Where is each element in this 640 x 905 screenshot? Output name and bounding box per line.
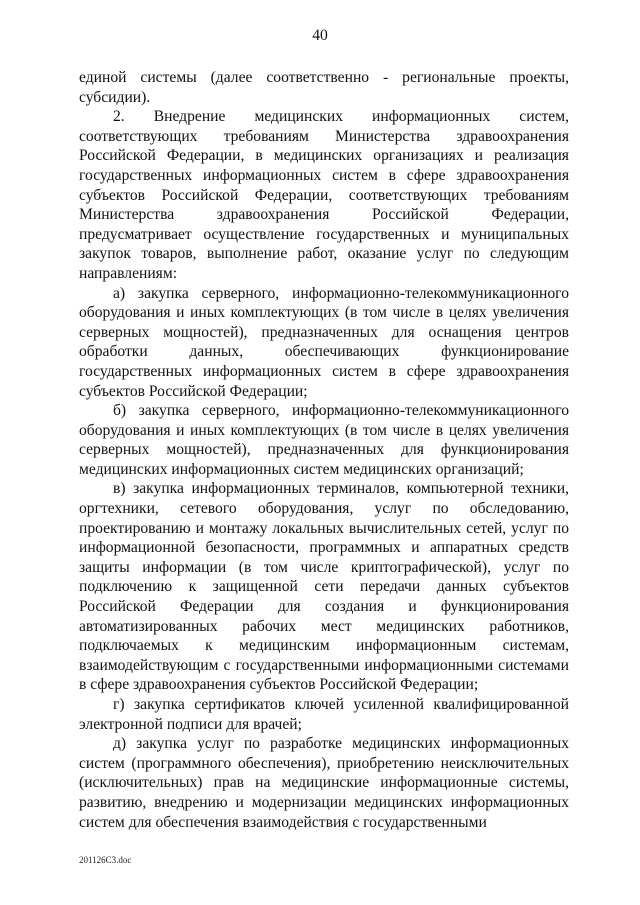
paragraph-item-2: 2. Внедрение медицинских информационных систем, соответствующих требованиям Министерства здравоохранения Российской Федерации, в медицинских организациях и реализация государственных информационных систем в сфере здравоохранения субъектов Российской Федерации, соответствующих требованиям Министерства здравоохранения Российской Федерации, предусматривает осуществление государственных и муниципальных закупок товаров, выполнение работ, оказание услуг по следующим направлениям:: [79, 108, 569, 282]
paragraph-subitem-g: г) закупка сертификатов ключей усиленной квалифицированной электронной подписи для врачей;: [79, 696, 569, 733]
paragraph-subitem-b: б) закупка серверного, информационно-телекоммуникационного оборудования и иных комплектующих (в том числе в целях увеличения серверных мощностей), предназначенных для функционирования медицинских информационных систем медицинских организаций;: [79, 402, 569, 478]
paragraph-subitem-d: д) закупка услуг по разработке медицинских информационных систем (программного обеспечения), приобретению неисключительных (исключительных) прав на медицинские информационные системы, развитию, внедрению и модернизации медицинских информационных систем для обеспечения взаимодействия с государственными: [79, 735, 569, 831]
paragraph-subitem-a: а) закупка серверного, информационно-телекоммуникационного оборудования и иных комплектующих (в том числе в целях увеличения серверных мощностей), предназначенных для оснащения центров обработки данных, обеспечивающих функционирование государственных информационных систем в сфере здравоохранения субъектов Российской Федерации;: [79, 284, 569, 400]
paragraph-subitem-v: в) закупка информационных терминалов, компьютерной техники, оргтехники, сетевого оборудования, услуг по обследованию, проектированию и монтажу локальных вычислительных сетей, услуг по информационной безопасности, программных и аппаратных средств защиты информации (в том числе криптографической), услуг по подключению к защищенной сети передачи данных субъектов Российской Федерации для создания и функционирования автоматизированных рабочих мест медицинских работников, подключаемых к медицинским информационным системам, взаимодействующим с государственными информационными системами в сфере здравоохранения субъектов Российской Федерации;: [79, 480, 569, 694]
paragraph-continuation: единой системы (далее соответственно - региональные проекты, субсидии).: [79, 69, 569, 106]
document-body: [79, 68, 569, 832]
file-name-footer: 201126С3.doc: [79, 855, 132, 865]
page-number: 40: [312, 27, 328, 44]
